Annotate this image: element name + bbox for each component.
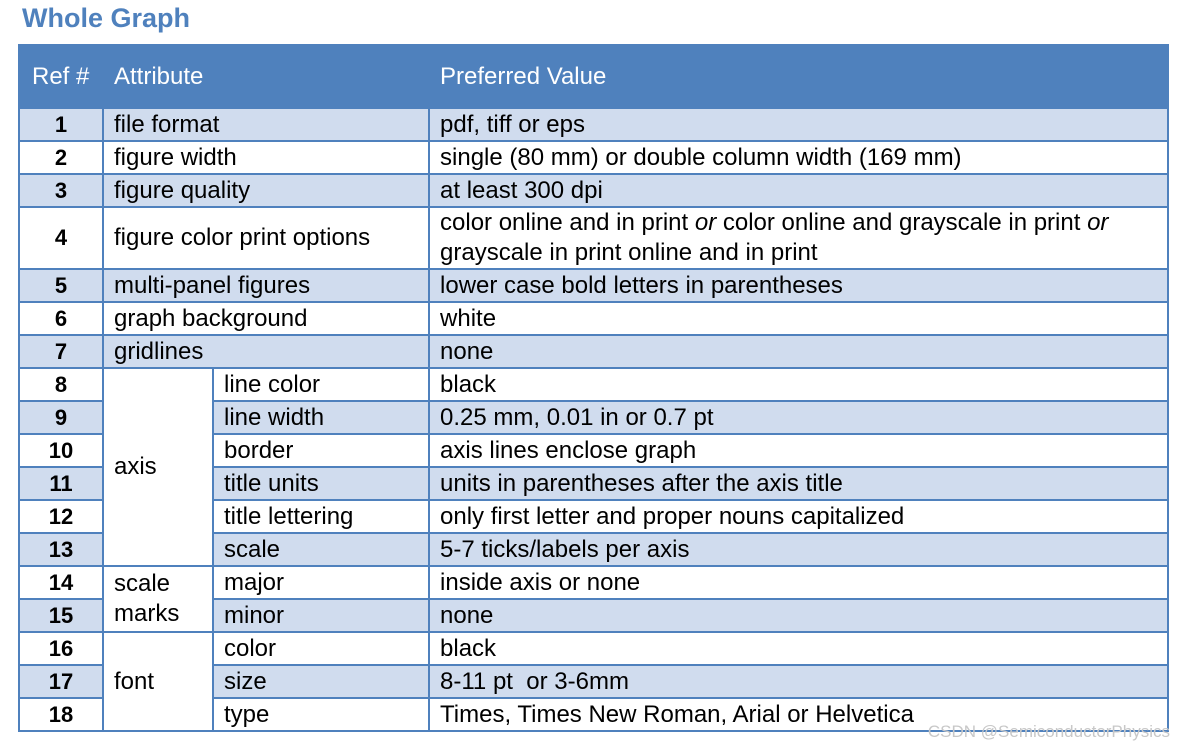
attribute-cell: figure color print options xyxy=(103,207,429,269)
table-row xyxy=(19,335,1168,368)
table-row xyxy=(19,207,1168,269)
watermark: CSDN @SemiconductorPhysics xyxy=(927,722,1170,741)
header-value: Preferred Value xyxy=(429,45,1168,108)
table-row xyxy=(19,174,1168,207)
attribute-table xyxy=(18,44,1169,732)
ref-number: 6 xyxy=(19,302,103,335)
ref-number: 11 xyxy=(19,467,103,500)
attribute-cell: figure quality xyxy=(103,174,429,207)
value-cell: 8-11 pt or 3-6mm xyxy=(429,665,1168,698)
attribute-cell: graph background xyxy=(103,302,429,335)
table-row xyxy=(19,108,1168,141)
value-text: grayscale in print online and in print xyxy=(440,239,818,266)
table-row xyxy=(19,269,1168,302)
header-attribute: Attribute xyxy=(103,45,429,108)
ref-number: 12 xyxy=(19,500,103,533)
table-row xyxy=(19,368,1168,401)
value-cell: at least 300 dpi xyxy=(429,174,1168,207)
ref-number: 15 xyxy=(19,599,103,632)
sub-attribute-cell: border xyxy=(213,434,429,467)
ref-number: 14 xyxy=(19,566,103,599)
sub-attribute-cell: title units xyxy=(213,467,429,500)
value-cell: none xyxy=(429,599,1168,632)
ref-number: 2 xyxy=(19,141,103,174)
sub-attribute-cell: color xyxy=(213,632,429,665)
group-font: font xyxy=(103,632,213,731)
sub-attribute-cell: title lettering xyxy=(213,500,429,533)
ref-number: 4 xyxy=(19,207,103,269)
ref-number: 13 xyxy=(19,533,103,566)
value-cell: none xyxy=(429,335,1168,368)
table-row xyxy=(19,302,1168,335)
header-ref: Ref # xyxy=(19,45,103,108)
group-label-line: marks xyxy=(114,600,180,627)
table-row xyxy=(19,632,1168,665)
value-cell xyxy=(429,207,1168,269)
ref-number: 3 xyxy=(19,174,103,207)
attribute-cell: multi-panel figures xyxy=(103,269,429,302)
value-cell: Times, Times New Roman, Arial or Helvetica xyxy=(429,698,1168,731)
value-text: color online and in print xyxy=(440,209,695,236)
page-title: Whole Graph xyxy=(22,3,190,33)
value-text: color online and grayscale in print xyxy=(716,209,1088,236)
value-cell: black xyxy=(429,632,1168,665)
value-emphasis: or xyxy=(694,209,717,236)
value-cell: axis lines enclose graph xyxy=(429,434,1168,467)
ref-number: 10 xyxy=(19,434,103,467)
table-row xyxy=(19,141,1168,174)
ref-number: 18 xyxy=(19,698,103,731)
value-cell: 0.25 mm, 0.01 in or 0.7 pt xyxy=(429,401,1168,434)
ref-number: 1 xyxy=(19,108,103,141)
value-cell: lower case bold letters in parentheses xyxy=(429,269,1168,302)
value-cell: 5-7 ticks/labels per axis xyxy=(429,533,1168,566)
attribute-cell: figure width xyxy=(103,141,429,174)
value-cell: inside axis or none xyxy=(429,566,1168,599)
group-axis: axis xyxy=(103,368,213,566)
value-cell: only first letter and proper nouns capitalized xyxy=(429,500,1168,533)
ref-number: 5 xyxy=(19,269,103,302)
ref-number: 7 xyxy=(19,335,103,368)
group-scale-marks xyxy=(103,566,213,632)
sub-attribute-cell: scale xyxy=(213,533,429,566)
value-cell: white xyxy=(429,302,1168,335)
value-emphasis: or xyxy=(1087,209,1109,236)
sub-attribute-cell: type xyxy=(213,698,429,731)
sub-attribute-cell: line width xyxy=(213,401,429,434)
sub-attribute-cell: size xyxy=(213,665,429,698)
group-label-line: scale xyxy=(114,570,171,597)
table-header-row xyxy=(19,45,1168,108)
value-cell: black xyxy=(429,368,1168,401)
ref-number: 16 xyxy=(19,632,103,665)
ref-number: 8 xyxy=(19,368,103,401)
sub-attribute-cell: major xyxy=(213,566,429,599)
ref-number: 9 xyxy=(19,401,103,434)
attribute-cell: gridlines xyxy=(103,335,429,368)
value-cell: pdf, tiff or eps xyxy=(429,108,1168,141)
ref-number: 17 xyxy=(19,665,103,698)
sub-attribute-cell: line color xyxy=(213,368,429,401)
value-cell: single (80 mm) or double column width (169 mm) xyxy=(429,141,1168,174)
sub-attribute-cell: minor xyxy=(213,599,429,632)
table-row xyxy=(19,566,1168,599)
attribute-cell: file format xyxy=(103,108,429,141)
value-cell: units in parentheses after the axis title xyxy=(429,467,1168,500)
